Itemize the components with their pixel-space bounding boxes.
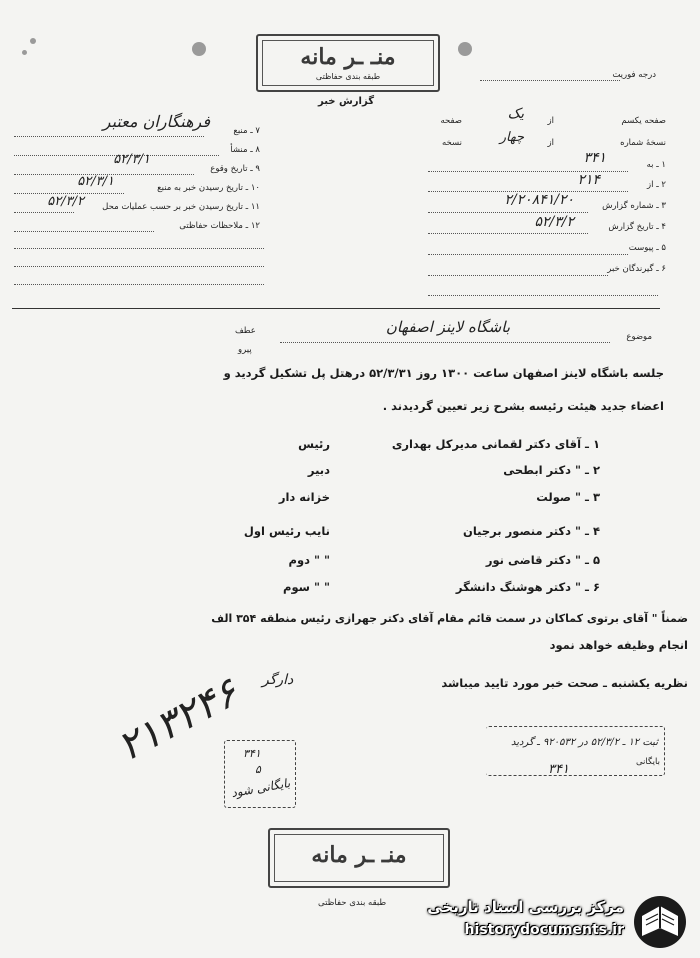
filing-stamp-line: ۵: [255, 763, 261, 776]
filing-stamp: [224, 740, 296, 808]
punch-hole: [22, 50, 27, 55]
subject-value: باشگاه لاینز اصفهان: [385, 318, 510, 336]
body-line-1: جلسه باشگاه لاینز اصفهان ساعت ۱۳۰۰ روز ۵۲/۳/۳۱ درهتل پل تشکیل گردید و: [223, 366, 664, 380]
punch-hole: [30, 38, 36, 44]
signature: دارگر: [262, 672, 294, 688]
stamp-text: منـ ـر مانه: [300, 44, 396, 70]
archive-watermark: [410, 892, 694, 952]
punch-hole: [192, 42, 206, 56]
field-report-number-line: [428, 212, 588, 213]
subject-line: [280, 342, 610, 343]
field-report-date-value: ۵۲/۳/۲: [534, 214, 574, 230]
registration-stamp: [486, 726, 665, 776]
field-recipients-label: ۶ ـ گیرندگان خبر: [607, 264, 666, 274]
field-source-line: [14, 136, 204, 137]
form-title: گزارش خبر: [318, 96, 375, 107]
roster-name: ۳ ـ " صولت: [536, 490, 600, 504]
registration-note: ثبت ۱۲ ـ ۵۲/۳/۲ در ۹۲۰۵۳۲ ـ گردید: [510, 737, 658, 748]
field-attachment-line: [428, 254, 628, 255]
roster-role: دبیر: [307, 463, 330, 477]
copy-of: از: [547, 138, 554, 148]
subject-label: موضوع: [626, 332, 652, 342]
field-operation-label: ۱۱ ـ تاریخ رسیدن خبر بر حسب عملیات محل: [102, 202, 260, 212]
field-security-notes-line: [14, 248, 264, 249]
field-occurrence-label: ۹ ـ تاریخ وقوع: [210, 164, 260, 174]
roster-role: رئیس: [298, 437, 330, 451]
field-source-label: ۷ ـ منبع: [233, 126, 260, 136]
field-origin-label: ۸ ـ منشأ: [230, 145, 260, 155]
punch-hole: [458, 42, 472, 56]
page-word: صفحه: [440, 116, 462, 126]
watermark-title: مرکز بررسی اسناد تاریخی: [427, 898, 624, 916]
field-security-notes-label: ۱۲ ـ ملاحظات حفاظتی: [179, 221, 260, 231]
field-security-notes-line: [14, 284, 264, 285]
roster-name: ۱ ـ آقای دکتر لقمانی مدیرکل بهداری: [391, 437, 600, 451]
field-operation-line: [14, 212, 74, 213]
field-security-notes-line: [14, 231, 154, 232]
field-from-value: ۲۱۴: [577, 172, 600, 188]
roster-role: " " سوم: [283, 580, 330, 594]
field-report-date-label: ۴ ـ تاریخ گزارش: [608, 222, 666, 232]
body-note-2: انجام وظیفه خواهد نمود: [549, 638, 688, 652]
field-report-number-value: ۲/۲۰۸۴۱/۲۰: [504, 192, 574, 208]
registration-extra: ۳۴۱: [548, 762, 569, 777]
field-from-label: ۲ ـ از: [647, 180, 666, 190]
book-logo-icon: [632, 894, 688, 950]
roster-name: ۶ ـ " دکتر هوشنگ دانشگر: [455, 580, 600, 594]
roster-name: ۲ ـ " دکتر ابطحی: [503, 463, 600, 477]
ref-label: عطف: [235, 326, 256, 336]
field-recipients-line: [428, 275, 608, 276]
roster-role: " " دوم: [288, 553, 330, 567]
followup-label: پیرو: [238, 345, 252, 355]
filing-stamp-line: ۳۴۱: [243, 747, 261, 760]
header-divider: [12, 308, 660, 309]
body-opinion: نظریه یکشنبه ـ صحت خبر مورد تایید میباشد: [441, 676, 688, 690]
field-report-number-label: ۳ ـ شماره گزارش: [602, 201, 666, 211]
body-note-1: ضمناً " آقای برتوی کماکان در سمت قائم مقام آقای دکتر جهرازی رئیس منطقه ۳۵۴ الف: [211, 612, 688, 625]
field-to-value: ۳۴۱: [583, 150, 606, 166]
field-security-notes-line: [14, 266, 264, 267]
roster-name: ۵ ـ " دکتر قاضی نور: [485, 553, 600, 567]
field-receipt-value: ۵۲/۳/۱: [77, 174, 114, 189]
copy-word: نسخه: [442, 138, 462, 148]
stamp-text: منـ ـر مانه: [311, 842, 407, 868]
field-operation-value: ۵۲/۳/۲: [47, 194, 84, 209]
roster-name: ۴ ـ " دکتر منصور برجیان: [463, 524, 600, 538]
field-recipients-line: [428, 295, 658, 296]
page-label: صفحه یکسم: [621, 116, 666, 126]
registration-label: بایگانی: [635, 757, 660, 767]
filing-stamp-line: بایگانی شود: [230, 775, 292, 801]
body-line-2: اعضاء جدید هیئت رئیسه بشرح زیر تعیین گردیدند .: [382, 399, 664, 413]
field-receipt-label: ۱۰ ـ تاریخ رسیدن خبر به منبع: [157, 183, 260, 193]
urgency-line: [480, 80, 620, 81]
margin-number: ۲۱۳۲۴۶: [110, 669, 246, 771]
stamp-caption: طبقه بندی حفاظتی: [315, 72, 381, 81]
roster-role: خزانه دار: [278, 490, 330, 504]
copy-number-value: چهار: [499, 130, 524, 145]
classification-stamp-top: [256, 34, 440, 92]
copy-label: نسخهٔ شماره: [620, 138, 666, 148]
roster-role: نایب رئیس اول: [243, 524, 330, 538]
watermark-url: historydocuments.ir: [464, 922, 624, 938]
footer-caption: طبقه بندی حفاظتی: [318, 898, 387, 908]
urgency-label: درجه فوریت: [612, 70, 656, 80]
field-to-label: ۱ ـ به: [646, 160, 666, 170]
field-attachment-label: ۵ ـ پیوست: [628, 243, 666, 253]
page-number-value: یک: [507, 106, 524, 122]
field-source-value: فرهنگاران معتبر: [102, 112, 210, 131]
classification-stamp-bottom: [268, 828, 450, 888]
field-occurrence-value: ۵۲/۳/۱: [113, 152, 150, 167]
field-report-date-line: [428, 233, 588, 234]
page-of: از: [547, 116, 554, 126]
